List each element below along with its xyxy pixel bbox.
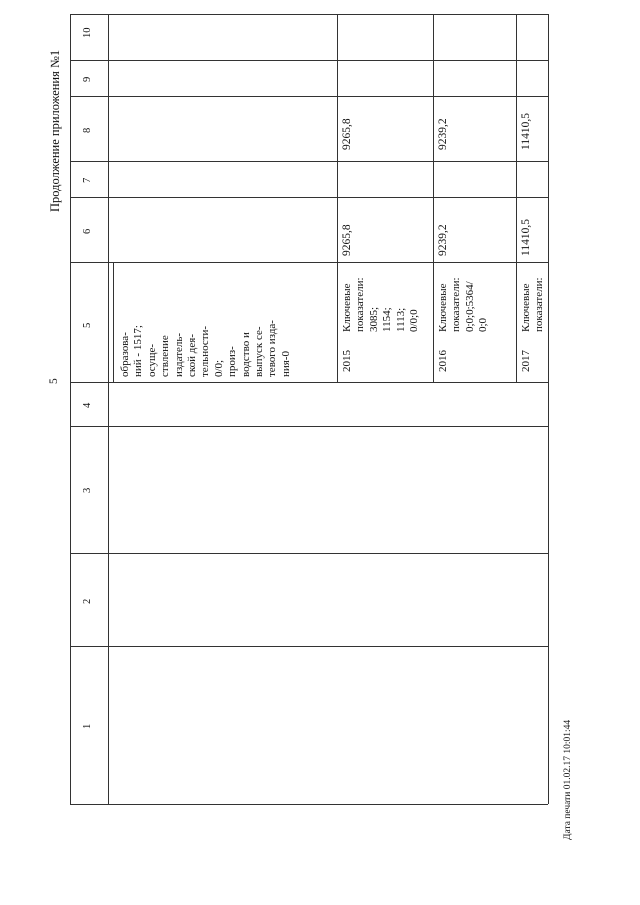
column-number-1: 1 bbox=[82, 723, 93, 729]
row-2016-col6-value: 9239,2 bbox=[437, 224, 449, 256]
col-line-4-5 bbox=[70, 382, 548, 383]
row-line-3 bbox=[516, 14, 517, 382]
column-number-5: 5 bbox=[82, 322, 93, 328]
column-number-2: 2 bbox=[82, 598, 93, 604]
row-2017-year: 2017 bbox=[520, 350, 532, 372]
col-line-6-7 bbox=[70, 197, 548, 198]
table-border-top bbox=[70, 14, 548, 15]
page-number: 5 bbox=[48, 378, 60, 384]
row-2017-col5-text: Ключевые показатели: bbox=[520, 277, 546, 332]
column-number-8: 8 bbox=[82, 127, 93, 133]
row1-col5-text: образова- ний - 1517; осуще- ствление издатель- ской дея- тельности- 0/0; произ- водство и выпуск се- тевого изда- ния-0 bbox=[119, 320, 292, 377]
row-2017-col8-value: 11410,5 bbox=[520, 113, 532, 150]
col-line-8-9 bbox=[70, 96, 548, 97]
header-strip-border bbox=[70, 14, 71, 804]
row-2016-col5-text: Ключевые показатели: 0;0;0;5364/ 0;0 bbox=[437, 277, 490, 332]
row-line-2 bbox=[433, 14, 434, 382]
row-2015-col5-text: Ключевые показатели: 3085; 1154; 1113; 0/0;0 bbox=[341, 277, 421, 332]
print-date: Дата печати 01.02.17 10:01:44 bbox=[563, 719, 573, 840]
table-border-bottom bbox=[70, 804, 548, 805]
col-line-9-10 bbox=[70, 60, 548, 61]
column-number-3: 3 bbox=[82, 487, 93, 493]
row-line-1 bbox=[337, 14, 338, 382]
col-line-1-2 bbox=[70, 646, 548, 647]
row-2015-year: 2015 bbox=[341, 350, 353, 372]
column-number-4: 4 bbox=[82, 402, 93, 408]
row-2016-col8-value: 9239,2 bbox=[437, 118, 449, 150]
row-2015-col6-value: 9265,8 bbox=[341, 224, 353, 256]
table-border-left bbox=[108, 14, 109, 804]
column-number-10: 10 bbox=[82, 27, 93, 38]
col-line-3-4 bbox=[70, 426, 548, 427]
row-line-col5-start bbox=[113, 262, 114, 382]
appendix-title: Продолжение приложения №1 bbox=[48, 49, 62, 212]
column-number-7: 7 bbox=[82, 177, 93, 183]
col-line-7-8 bbox=[70, 161, 548, 162]
col-line-2-3 bbox=[70, 553, 548, 554]
column-number-6: 6 bbox=[82, 228, 93, 234]
row-2017-col6-value: 11410,5 bbox=[520, 219, 532, 256]
table-border-right bbox=[548, 14, 549, 804]
row-2016-year: 2016 bbox=[437, 350, 449, 372]
column-number-9: 9 bbox=[82, 76, 93, 82]
row-2015-col8-value: 9265,8 bbox=[341, 118, 353, 150]
